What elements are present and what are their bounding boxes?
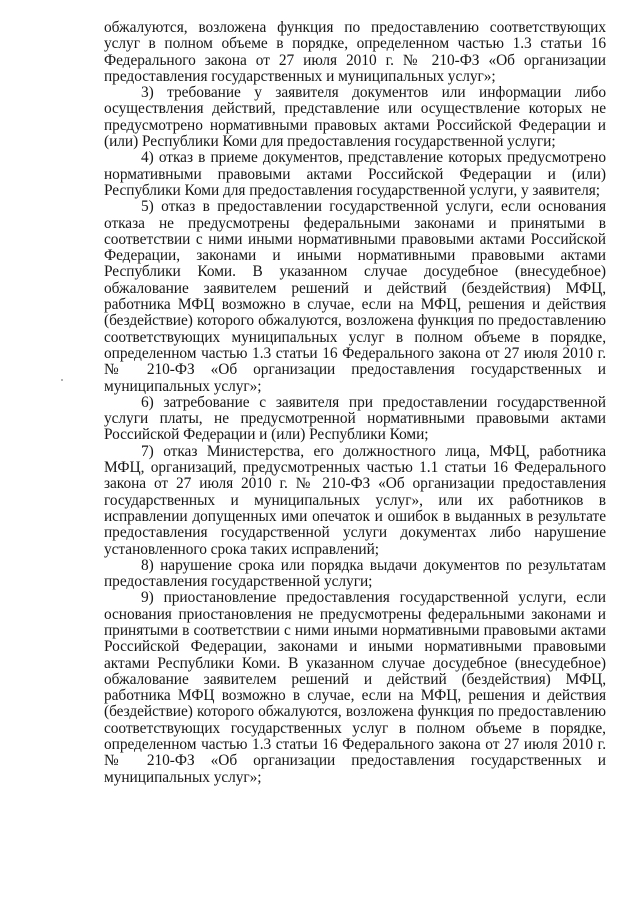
- scan-speck: [61, 379, 63, 381]
- paragraph-item-6: 6) затребование с заявителя при предоставлении государственной услуги платы, не предусмотренной нормативными правовыми актами Российской Федерации и (или) Республики Коми;: [104, 393, 606, 444]
- paragraph-item-4: 4) отказ в приеме документов, представление которых предусмотрено нормативными правовыми актами Российской Федерации и (или) Республики Коми для предоставления государственной услуги, у заявителя;: [104, 149, 606, 199]
- paragraph-item-9: 9) приостановление предоставления государственной услуги, если основания приостановления не предусмотрены федеральными законами и принятыми в соответствии с ними иными нормативными правовыми актами Российской Федерации, законами и иными нормативными правовыми актами Республики Коми. В указанном случае досудебное (внесудебное) обжалование заявителем решений и действий (бездействия) МФЦ, работника МФЦ возможно в случае, если на МФЦ, решения и действия (бездействие) которого обжалуются, возложена функция по предоставлению соответствующих государственных услуг в полном объеме в порядке, определенном частью 1.3 статьи 16 Федерального закона от 27 июля 2010 г. № 210-ФЗ «Об организации предоставления государственных и муниципальных услуг»;: [104, 589, 606, 786]
- document-page: [104, 20, 606, 786]
- paragraph-item-8: 8) нарушение срока или порядка выдачи документов по результатам предоставления государственной услуги;: [104, 556, 606, 591]
- paragraph-item-7: 7) отказ Министерства, его должностного лица, МФЦ, работника МФЦ, организаций, предусмотренных частью 1.1 статьи 16 Федерального закона от 27 июля 2010 г. № 210-ФЗ «Об организации предоставления государственных и муниципальных услуг», или их работников в исправлении допущенных ими опечаток и ошибок в выданных в результате предоставления государственной услуги документах либо нарушение установленного срока таких исправлений;: [104, 442, 606, 558]
- paragraph-item-5: 5) отказ в предоставлении государственной услуги, если основания отказа не предусмотрены федеральными законами и принятыми в соответствии с ними иными нормативными правовыми актами Российской Федерации, законами и иными нормативными правовыми актами Республики Коми. В указанном случае досудебное (внесудебное) обжалование заявителем решений и действий (бездействия) МФЦ, работника МФЦ возможно в случае, если на МФЦ, решения и действия (бездействие) которого обжалуются, возложена функция по предоставлению соответствующих муниципальных услуг в полном объеме в порядке, определенном частью 1.3 статьи 16 Федерального закона от 27 июля 2010 г. № 210-ФЗ «Об организации предоставления государственных и муниципальных услуг»;: [104, 198, 606, 395]
- paragraph-continuation: обжалуются, возложена функция по предоставлению соответствующих услуг в полном объеме в порядке, определенном частью 1.3 статьи 16 Федерального закона от 27 июля 2010 г. № 210-ФЗ «Об организации предоставления государственных и муниципальных услуг»;: [104, 19, 606, 85]
- paragraph-item-3: 3) требование у заявителя документов или информации либо осуществления действий, представление или осуществление которых не предусмотрено нормативными правовых актами Российской Федерации и (или) Республики Коми для предоставления государственной услуги;: [104, 84, 606, 151]
